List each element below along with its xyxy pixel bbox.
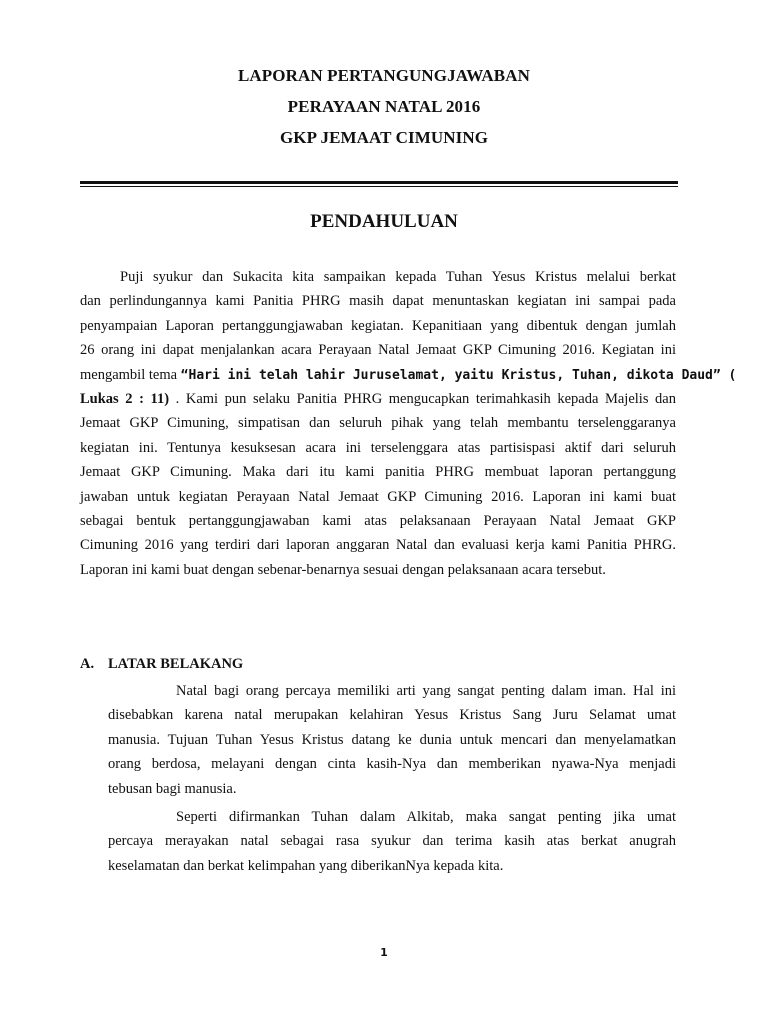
header-divider-thick bbox=[80, 181, 678, 184]
page-number: 1 bbox=[380, 946, 388, 959]
intro-line: dan perlindungannya kami Panitia PHRG masih dapat menuntaskan kegiatan ini sampai pada bbox=[80, 293, 676, 310]
section-a-line: Seperti difirmankan Tuhan dalam Alkitab, maka sangat penting jika umat bbox=[176, 809, 676, 825]
section-a-line: orang berdosa, melayani dengan cinta kasih-Nya dan memberikan nyawa-Nya menjadi bbox=[108, 756, 676, 773]
section-a-paragraph-2 bbox=[108, 805, 676, 878]
report-title-line-3: GKP JEMAAT CIMUNING bbox=[279, 128, 489, 147]
intro-line: 26 orang ini dapat menjalankan acara Perayaan Natal Jemaat GKP Cimuning 2016. Kegiatan ini bbox=[80, 342, 676, 359]
intro-line: jawaban untuk kegiatan Perayaan Natal Jemaat GKP Cimuning 2016. Laporan ini kami buat bbox=[80, 488, 676, 505]
intro-theme-line bbox=[80, 363, 737, 387]
intro-line: sebagai bentuk pertanggungjawaban kami atas pelaksanaan Perayaan Natal Jemaat GKP bbox=[80, 512, 676, 529]
section-a-title: LATAR BELAKANG bbox=[108, 656, 244, 672]
section-a-line: keselamatan dan berkat kelimpahan yang diberikanNya kepada kita. bbox=[108, 857, 504, 874]
header-divider-thin bbox=[80, 186, 678, 187]
intro-line: penyampaian Laporan pertanggungjawaban kegiatan. Kepanitiaan yang dibentuk dengan jumlah bbox=[80, 317, 676, 334]
verse-reference: Lukas 2 : 11) bbox=[80, 390, 170, 407]
report-title-line-1: LAPORAN PERTANGUNGJAWABAN bbox=[237, 66, 530, 85]
section-a-line: percaya merayakan natal sebagai rasa syukur dan terima kasih atas berkat anugrah bbox=[108, 833, 676, 850]
section-a-paragraph-1 bbox=[108, 679, 676, 801]
intro-line: Jemaat GKP Cimuning. Maka dari itu kami panitia PHRG membuat laporan pertanggung bbox=[80, 464, 676, 481]
intro-paragraph bbox=[80, 265, 737, 582]
section-a-line: Natal bagi orang percaya memiliki arti yang sangat penting dalam iman. Hal ini bbox=[176, 683, 676, 699]
theme-prefix: mengambil tema bbox=[80, 366, 181, 383]
intro-line: kegiatan ini. Tentunya kesuksesan acara ini terselenggara atas partisispasi aktif dari seluruh bbox=[80, 439, 676, 456]
intro-line: Puji syukur dan Sukacita kita sampaikan kepada Tuhan Yesus Kristus melalui berkat bbox=[120, 269, 676, 285]
verse-continuation: . Kami pun selaku Panitia PHRG mengucapkan terimahkasih kepada Majelis dan bbox=[169, 390, 676, 407]
section-a-number: A. bbox=[80, 656, 95, 672]
intro-heading: PENDAHULUAN bbox=[310, 211, 458, 232]
section-a-heading bbox=[80, 656, 243, 673]
section-a-line: manusia. Tujuan Tuhan Yesus Kristus datang ke dunia untuk mencari dan menyelamatkan bbox=[108, 731, 676, 748]
intro-line: Jemaat GKP Cimuning, simpatisan dan seluruh pihak yang telah membantu terselenggaranya bbox=[80, 415, 676, 432]
section-a-line: disebabkan karena natal merupakan kelahiran Yesus Kristus Sang Juru Selamat umat bbox=[108, 707, 676, 724]
intro-verse-line bbox=[80, 387, 676, 411]
report-title-line-2: PERAYAAN NATAL 2016 bbox=[287, 97, 481, 116]
intro-line: Cimuning 2016 yang terdiri dari laporan anggaran Natal dan evaluasi kerja kami Panitia PHRG. bbox=[80, 537, 676, 554]
intro-line: Laporan ini kami buat dengan sebenar-benarnya sesuai dengan pelaksanaan acara tersebut. bbox=[80, 561, 606, 578]
section-a-line: tebusan bagi manusia. bbox=[108, 780, 237, 797]
theme-quote: “Hari ini telah lahir Juruselamat, yaitu Kristus, Tuhan, dikota Daud” ( bbox=[180, 367, 737, 383]
